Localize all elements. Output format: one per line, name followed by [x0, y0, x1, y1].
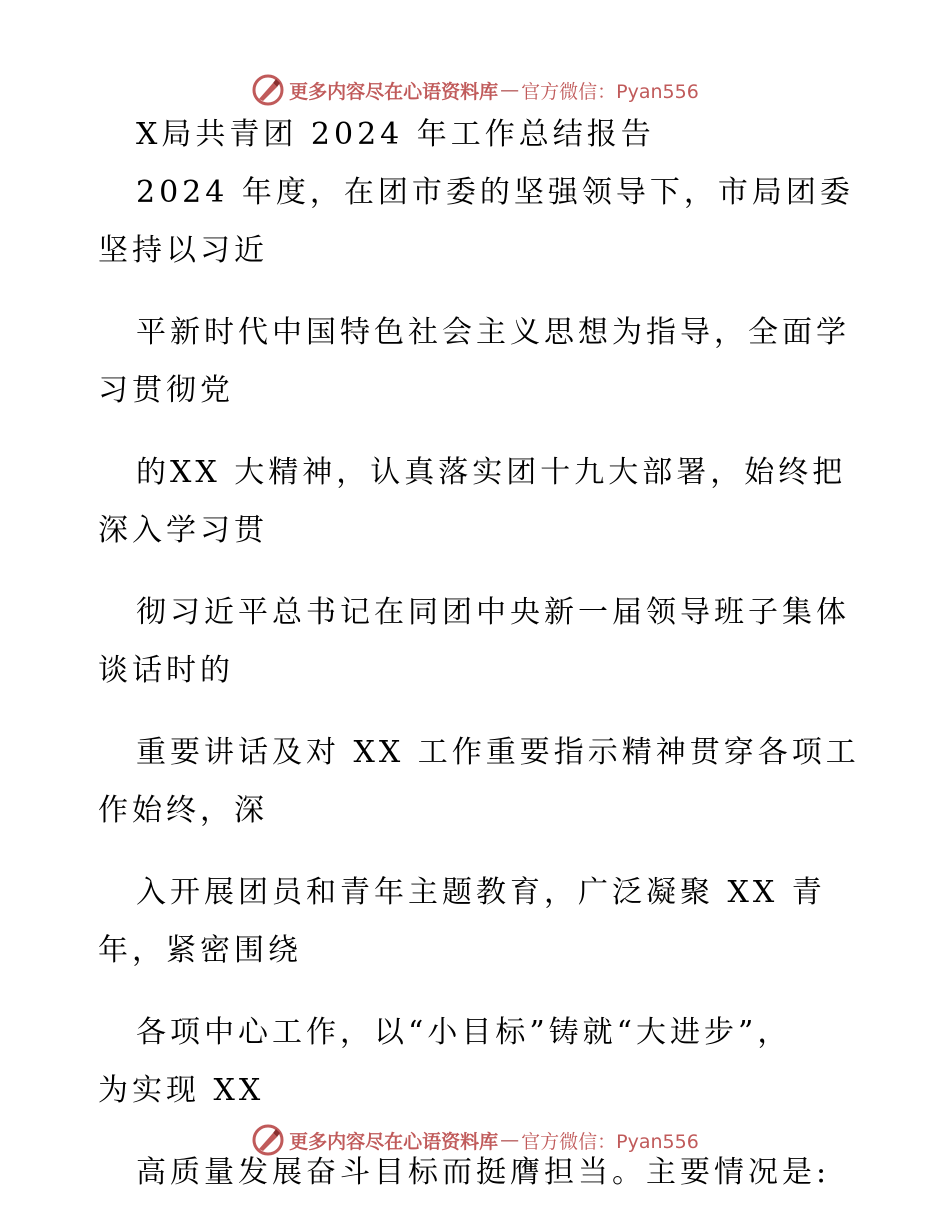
watermark-footer: [0, 1120, 950, 1160]
text-line: 深入学习贯: [98, 513, 268, 548]
document-body: [98, 117, 868, 1190]
watermark-text: 更多内容尽在心语资料库: [289, 1130, 499, 1153]
watermark-text: 更多内容尽在心语资料库: [289, 80, 499, 103]
watermark-header: [0, 70, 950, 110]
pen-logo-icon: [251, 1123, 285, 1157]
text-line: 各项中心工作，以“小目标”铸就“大进步”，: [136, 1015, 792, 1050]
text-line: 作始终，深: [98, 793, 268, 828]
watermark-separator: —: [500, 1129, 520, 1151]
text-line: 谈话时的: [98, 653, 234, 688]
text-line: 2024 年度，在团市委的坚强领导下，市局团委: [136, 175, 854, 210]
text-line: 重要讲话及对 XX 工作重要指示精神贯穿各项工: [136, 735, 860, 770]
text-line: 为实现 XX: [98, 1073, 265, 1108]
watermark-separator: —: [500, 79, 520, 101]
text-line: 入开展团员和青年主题教育，广泛凝聚 XX 青: [136, 875, 826, 910]
text-line: 彻习近平总书记在同团中央新一届领导班子集体: [136, 595, 850, 630]
document-title: X局共青团 2024 年工作总结报告: [136, 117, 655, 152]
text-line: 习贯彻党: [98, 373, 234, 408]
text-line: 坚持以习近: [98, 233, 268, 268]
text-line: 平新时代中国特色社会主义思想为指导，全面学: [136, 315, 850, 350]
text-line: 年，紧密围绕: [98, 933, 302, 968]
watermark-contact: 官方微信：Pyan556: [521, 1130, 699, 1153]
text-line: 高质量发展奋斗目标而挺膺担当。主要情况是:: [136, 1155, 831, 1190]
pen-logo-icon: [251, 73, 285, 107]
text-line: 的XX 大精神，认真落实团十九大部署，始终把: [136, 455, 847, 490]
watermark-contact: 官方微信：Pyan556: [521, 80, 699, 103]
